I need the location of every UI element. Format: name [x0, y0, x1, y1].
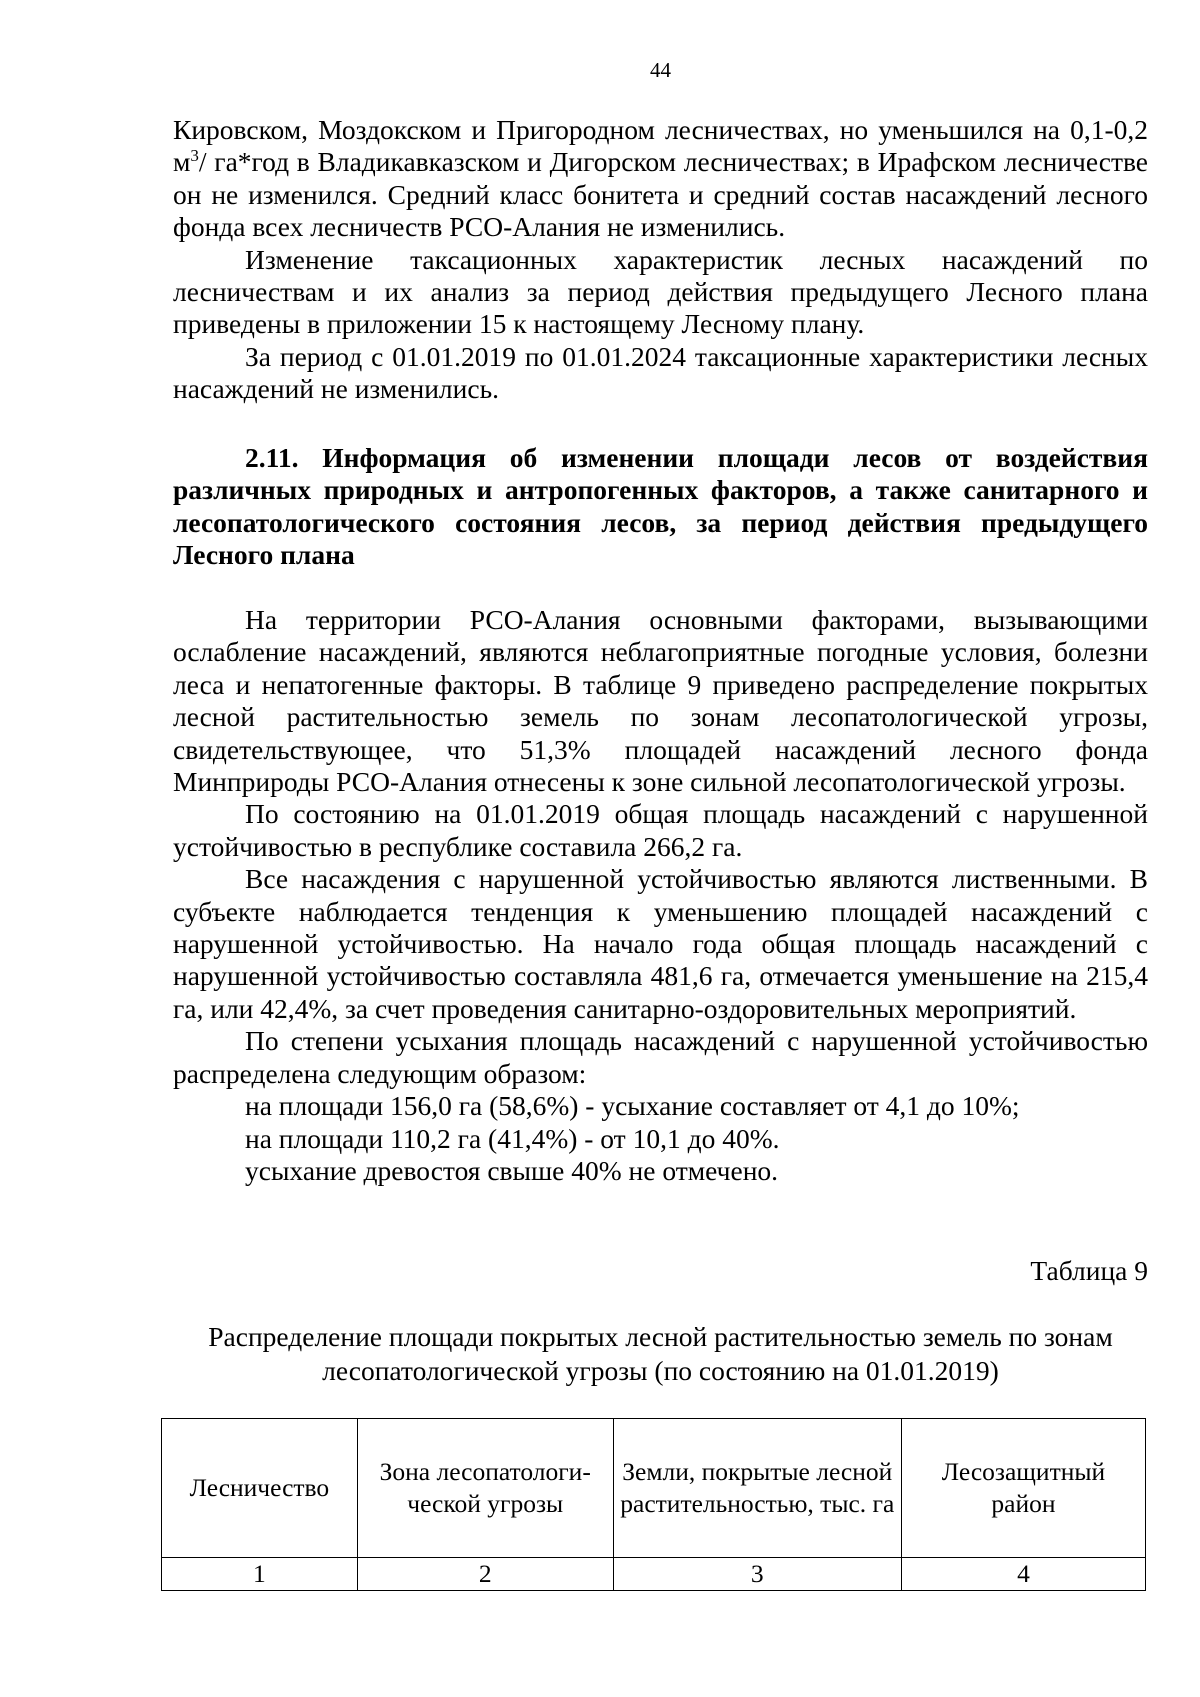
table-header-row — [162, 1419, 1146, 1558]
table-row — [162, 1558, 1146, 1591]
page-number: 44 — [650, 58, 671, 82]
text-block-top — [173, 114, 1148, 406]
list-item: на площади 110,2 га (41,4%) - от 10,1 до 40%. — [245, 1122, 780, 1154]
paragraph: Кировском, Моздокском и Пригородном лесничествах, но уменьшился на 0,1-0,2 $м^3/$ га*год в Владикавказском и Дигорском лесничествах; в Ирафском лесничестве он не изменился. Средний класс бонитета и средний состав насаждений лесного фонда всех лесничеств РСО-Алания не изменились. — [173, 114, 1148, 243]
table-header-cell: Лесничество — [162, 1419, 358, 1558]
section-heading: 2.11. Информация об изменении площади лесов от воздействия различных природных и антропогенных факторов, а также санитарного и лесопатологического состояния лесов, за период действия предыдущего Лесного плана — [173, 442, 1148, 571]
superscript: 3 — [190, 146, 199, 166]
table-cell: 2 — [357, 1558, 613, 1591]
paragraph: За период с 01.01.2019 по 01.01.2024 таксационные характеристики лесных насаждений не изменились. — [173, 340, 1148, 405]
text-block-main — [173, 604, 1148, 1187]
table-header-cell: Лесозащитный район — [901, 1419, 1145, 1558]
paragraph: На территории РСО-Алания основными факторами, вызывающими ослабление насаждений, являются неблагоприятные погодные условия, болезни леса и непатогенные факторы. В таблице 9 приведено распределение покрытых лесной растительностью земель по зонам лесопатологической угрозы, свидетельствующее, что 51,3% площадей насаждений лесного фонда Минприроды РСО-Алания отнесены к зоне сильной лесопатологической угрозы. — [173, 604, 1148, 798]
table-cell: 1 — [162, 1558, 358, 1591]
table-label: Таблица 9 — [1030, 1255, 1148, 1286]
paragraph: Изменение таксационных характеристик лесных насаждений по лесничествам и их анализ за период действия предыдущего Лесного плана приведены в приложении 15 к настоящему Лесному плану. — [173, 243, 1148, 340]
table-header-cell: Зона лесопатологи-ческой угрозы — [357, 1419, 613, 1558]
table-cell: 3 — [613, 1558, 901, 1591]
list-item: усыхание древостоя свыше 40% не отмечено. — [245, 1154, 779, 1186]
paragraph: По состоянию на 01.01.2019 общая площадь насаждений с нарушенной устойчивостью в республике составила 266,2 га. — [173, 798, 1148, 862]
table-cell: 4 — [901, 1558, 1145, 1591]
data-table — [161, 1418, 1146, 1591]
table-caption: Распределение площади покрытых лесной растительностью земель по зонам лесопатологической угрозы (по состоянию на 01.01.2019) — [208, 1321, 1113, 1386]
paragraph: Все насаждения с нарушенной устойчивостью являются лиственными. В субъекте наблюдается тенденция к уменьшению площадей насаждений с нарушенной устойчивостью. На начало года общая площадь насаждений с нарушенной устойчивостью составляла 481,6 га, отмечается уменьшение на 215,4 га, или 42,4%, за счет проведения санитарно-оздоровительных мероприятий. — [173, 863, 1148, 1024]
paragraph: По степени усыхания площадь насаждений с нарушенной устойчивостью распределена следующим образом: — [173, 1025, 1148, 1089]
list-item: на площади 156,0 га (58,6%) - усыхание составляет от 4,1 до 10%; — [245, 1090, 1020, 1122]
table-header-cell: Земли, покрытые лесной растительностью, тыс. га — [613, 1419, 901, 1558]
